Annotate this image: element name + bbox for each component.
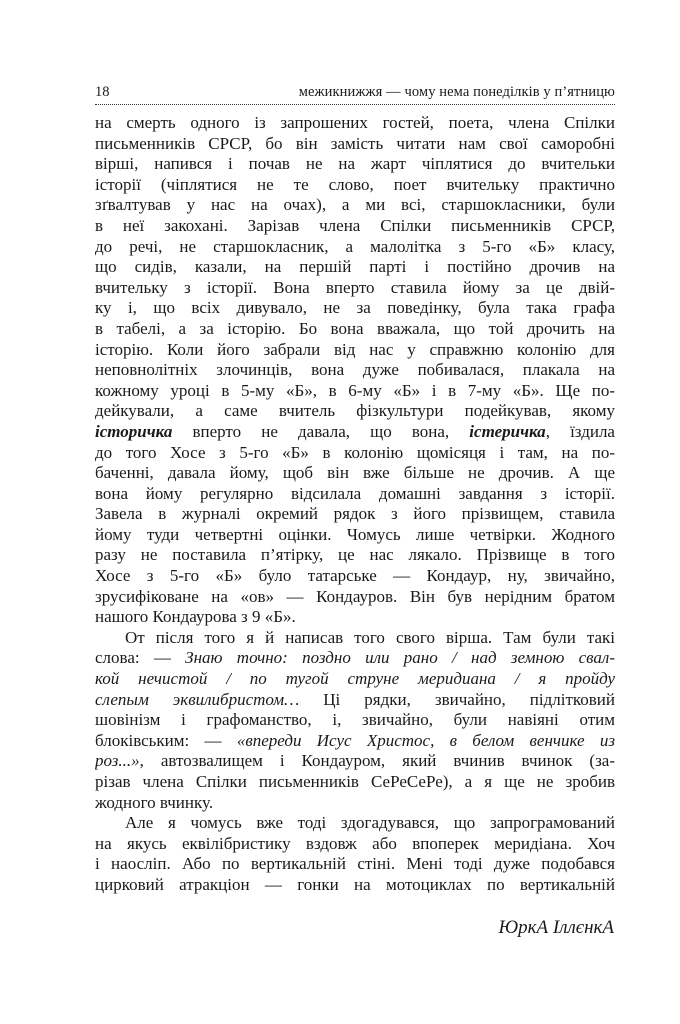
text-segment: зрусифіковане на «ов» — Кондауров. Він був нерідним братом	[95, 586, 615, 606]
text-segment: на якусь еквілібристику вздовж або впоперек меридіана. Хоч	[95, 833, 615, 853]
italic-quote: Знаю точно: поздно или рано / над земною свал-	[185, 648, 615, 668]
text-line	[95, 731, 615, 752]
text-segment: нашого Кондаурова з 9 «Б».	[95, 607, 296, 627]
text-segment: Але я чомусь вже тоді здогадувався, що запрограмований	[125, 813, 615, 833]
text-segment: вірші, напився і почав не на жарт чіплятися до вчительки	[95, 154, 615, 174]
text-line	[95, 360, 615, 381]
text-line	[95, 216, 615, 237]
text-line	[95, 545, 615, 566]
text-segment: цирковий атракціон — гонки на мотоциклах по вертикальній	[95, 874, 615, 894]
text-line	[95, 154, 615, 175]
text-segment: історію. Коли його забрали від нас у справжню колонію для	[95, 339, 615, 359]
text-segment: От після того я й написав того свого вірша. Там були такі	[125, 627, 615, 647]
text-line	[95, 751, 615, 772]
text-line	[95, 319, 615, 340]
text-line	[95, 772, 615, 793]
text-line	[95, 710, 615, 731]
text-line	[95, 587, 615, 608]
text-line	[95, 607, 615, 628]
text-segment: і наосліп. Або по вертикальній стіні. Мені тоді дуже подобався	[95, 854, 615, 874]
text-segment: жодного вчинку.	[95, 792, 214, 812]
text-line	[95, 463, 615, 484]
author-name: ЮркА ІллєнкА	[498, 917, 614, 938]
italic-quote: «впереди Исус Христос, в белом венчике из	[236, 730, 615, 750]
text-line	[95, 381, 615, 402]
text-line	[95, 690, 615, 711]
italic-quote: роз...»	[95, 751, 140, 771]
text-segment: йому туди четвертні оцінки. Чомусь лише четвірки. Жодного	[95, 524, 615, 544]
text-segment: письменників СРСР, бо він замість читати нам свої саморобні	[95, 133, 615, 153]
paragraph	[95, 113, 615, 628]
text-segment: що сидів, казали, на першій парті і постійно дрочив на	[95, 257, 615, 277]
text-segment: кожному уроці в 5-му «Б», в 6-му «Б» і в 7-му «Б». Ще по-	[95, 380, 615, 400]
page-number: 18	[95, 84, 110, 100]
text-line	[95, 669, 615, 690]
emphasized-word: істеричка	[469, 421, 546, 441]
text-segment: слова: —	[95, 648, 186, 668]
text-line	[95, 793, 615, 814]
text-segment: блоківським: —	[95, 730, 237, 750]
text-segment: Завела в журналі окремий рядок з його прізвищем, ставила	[95, 504, 615, 524]
text-segment: зґвалтував у нас на очах), а ми всі, старшокласники, були	[95, 195, 615, 215]
author-footer	[499, 917, 614, 939]
paragraph	[95, 813, 615, 895]
text-line	[95, 443, 615, 464]
text-line	[95, 566, 615, 587]
text-line	[95, 278, 615, 299]
text-line	[95, 504, 615, 525]
text-segment: вчительку з історії. Вона вперто ставила йому за це двій-	[95, 277, 615, 297]
text-segment: неповнолітніх злочинців, вона дуже побивалася, плакала на	[95, 360, 615, 380]
italic-quote: слепым эквилибристом…	[95, 689, 300, 709]
text-segment: вона йому регулярно відсилала домашні завдання з історії.	[95, 483, 615, 503]
text-segment: вперто не давала, що вона,	[172, 421, 470, 441]
text-segment: , їздила	[545, 421, 615, 441]
text-line	[95, 298, 615, 319]
text-segment: баченні, давала йому, щоб він вже більше не дрочив. А ще	[95, 463, 615, 483]
emphasized-word: історичка	[95, 421, 173, 441]
running-title: межикнижжя — чому нема понеділків у п’ятницю	[298, 84, 615, 100]
text-segment: ку і, що всіх дивувало, не за поведінку, була така графа	[95, 298, 615, 318]
text-line	[95, 525, 615, 546]
text-segment: різав члена Спілки письменників СеРеСеРе), а я ще не зробив	[95, 772, 615, 791]
text-line	[95, 257, 615, 278]
text-segment: Ці рядки, звичайно, підлітковий	[299, 689, 615, 709]
text-line	[95, 422, 615, 443]
text-line	[95, 854, 615, 875]
text-line	[95, 175, 615, 196]
text-segment: в неї закохані. Зарізав члена Спілки письменників СРСР,	[95, 215, 615, 235]
text-segment: до речі, не старшокласник, а малолітка з 5-го «Б» класу,	[95, 236, 615, 256]
text-line	[95, 484, 615, 505]
text-line	[95, 340, 615, 361]
text-line	[95, 134, 615, 155]
text-line	[95, 875, 615, 896]
text-segment: шовінізм і графоманство, і, звичайно, були навіяні отим	[95, 710, 615, 730]
text-line	[95, 195, 615, 216]
running-header	[95, 82, 615, 105]
italic-quote: кой нечистой / по тугой струне меридиана / я пройду	[95, 669, 615, 689]
text-segment: Хосе з 5-го «Б» було татарське — Кондаур, ну, звичайно,	[95, 566, 615, 586]
text-segment: дейкували, а саме вчитель фізкультури подейкував, якому	[95, 401, 615, 421]
text-line	[95, 628, 615, 649]
text-segment: разу не поставила п’ятірку, це нас лякало. Прізвище в того	[95, 545, 615, 565]
text-segment: на смерть одного із запрошених гостей, поета, члена Спілки	[95, 113, 615, 132]
text-line	[95, 813, 615, 834]
text-line	[95, 113, 615, 134]
paragraph	[95, 628, 615, 813]
text-line	[95, 237, 615, 258]
text-segment: до того Хосе з 5-го «Б» в колонію щомісяця і там, на по-	[95, 442, 615, 462]
body-text	[95, 113, 615, 896]
text-segment: , автозвалищем і Кондауром, який вчинив вчинок (за-	[139, 751, 615, 771]
text-line	[95, 401, 615, 422]
text-segment: історії (чіплятися не те слово, поет вчительку практично	[95, 174, 615, 194]
text-line	[95, 834, 615, 855]
text-segment: в табелі, а за історію. Бо вона вважала, що той дрочить на	[95, 318, 615, 338]
text-line	[95, 648, 615, 669]
